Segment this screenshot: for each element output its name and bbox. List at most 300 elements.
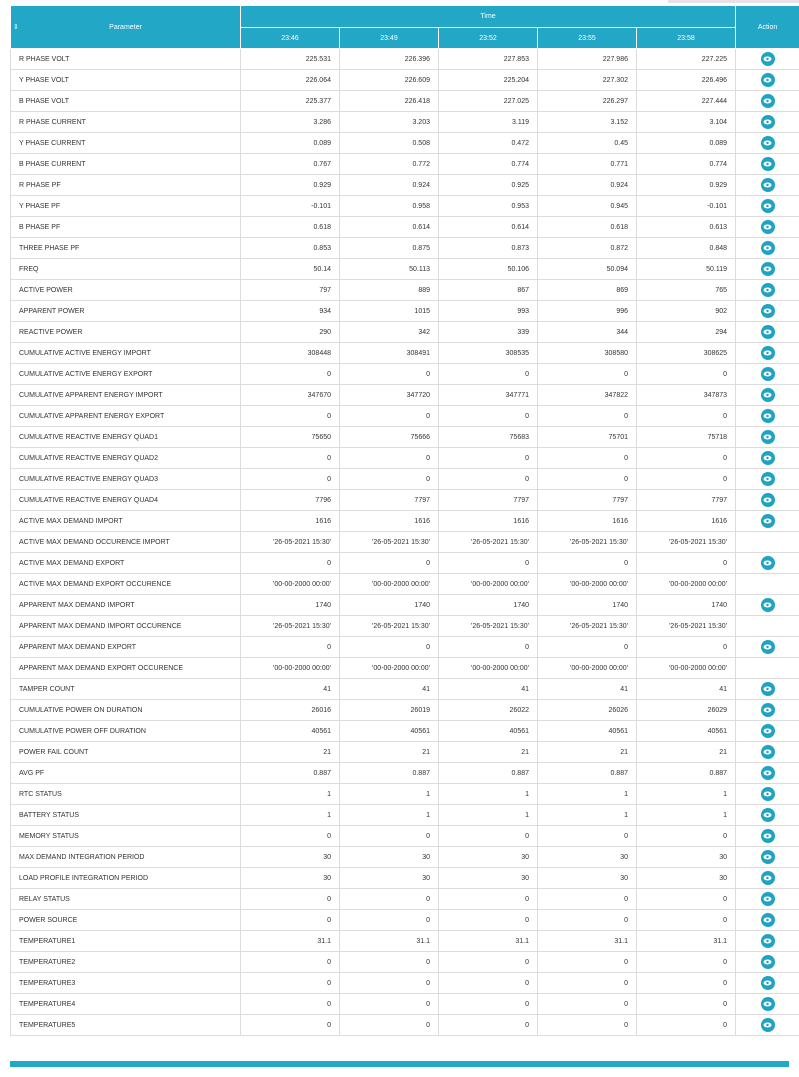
- value-cell: 1740: [340, 595, 439, 616]
- parameter-name: TEMPERATURE5: [11, 1015, 241, 1036]
- value-cell: 0.887: [439, 763, 538, 784]
- view-button[interactable]: [761, 808, 775, 822]
- value-cell: 1616: [439, 511, 538, 532]
- view-button[interactable]: [761, 451, 775, 465]
- action-cell: [736, 238, 799, 259]
- value-cell: 50.14: [241, 259, 340, 280]
- action-cell: [736, 952, 799, 973]
- view-button[interactable]: [761, 556, 775, 570]
- value-cell: '00-00-2000 00:00': [241, 574, 340, 595]
- value-cell: '00-00-2000 00:00': [637, 574, 736, 595]
- view-button[interactable]: [761, 52, 775, 66]
- value-cell: 227.225: [637, 49, 736, 70]
- value-cell: 0: [538, 406, 637, 427]
- view-button[interactable]: [761, 472, 775, 486]
- value-cell: 226.496: [637, 70, 736, 91]
- parameter-name: TAMPER COUNT: [11, 679, 241, 700]
- eye-icon: [763, 686, 772, 692]
- table-row: [11, 490, 799, 511]
- action-cell: [736, 175, 799, 196]
- parameter-header-label: Parameter: [109, 23, 142, 31]
- eye-icon: [763, 329, 772, 335]
- value-cell: 41: [538, 679, 637, 700]
- value-cell: 0: [538, 952, 637, 973]
- value-cell: '26-05-2021 15:30': [340, 616, 439, 637]
- time-header-2: 23:49: [340, 28, 439, 49]
- value-cell: 75701: [538, 427, 637, 448]
- parameter-name: CUMULATIVE POWER ON DURATION: [11, 700, 241, 721]
- value-cell: 0: [340, 1015, 439, 1036]
- view-button[interactable]: [761, 262, 775, 276]
- parameter-name: Y PHASE PF: [11, 196, 241, 217]
- view-button[interactable]: [761, 787, 775, 801]
- value-cell: 40561: [637, 721, 736, 742]
- action-cell: [736, 553, 799, 574]
- value-cell: 21: [538, 742, 637, 763]
- table-row: [11, 931, 799, 952]
- value-cell: '00-00-2000 00:00': [439, 574, 538, 595]
- value-cell: 0.887: [340, 763, 439, 784]
- value-cell: '26-05-2021 15:30': [241, 616, 340, 637]
- value-cell: 0.925: [439, 175, 538, 196]
- table-row: [11, 1015, 799, 1036]
- value-cell: 0: [637, 637, 736, 658]
- view-button[interactable]: [761, 157, 775, 171]
- value-cell: '00-00-2000 00:00': [637, 658, 736, 679]
- eye-icon: [763, 371, 772, 377]
- time-header-1: 23:46: [241, 28, 340, 49]
- parameter-name: MAX DEMAND INTEGRATION PERIOD: [11, 847, 241, 868]
- action-cell: [736, 469, 799, 490]
- value-cell: 7797: [538, 490, 637, 511]
- parameter-name: R PHASE CURRENT: [11, 112, 241, 133]
- eye-icon: [763, 707, 772, 713]
- table-row: [11, 175, 799, 196]
- value-cell: 0: [241, 910, 340, 931]
- view-button[interactable]: [761, 640, 775, 654]
- value-cell: 889: [340, 280, 439, 301]
- value-cell: 0.887: [637, 763, 736, 784]
- view-button[interactable]: [761, 304, 775, 318]
- value-cell: 0: [538, 1015, 637, 1036]
- value-cell: 0.772: [340, 154, 439, 175]
- value-cell: 226.418: [340, 91, 439, 112]
- view-button[interactable]: [761, 598, 775, 612]
- value-cell: 226.297: [538, 91, 637, 112]
- parameter-name: ACTIVE MAX DEMAND EXPORT OCCURENCE: [11, 574, 241, 595]
- value-cell: 347771: [439, 385, 538, 406]
- action-cell: [736, 658, 799, 679]
- eye-icon: [763, 1022, 772, 1028]
- value-cell: 26026: [538, 700, 637, 721]
- value-cell: '00-00-2000 00:00': [340, 658, 439, 679]
- value-cell: 21: [637, 742, 736, 763]
- value-cell: 0: [241, 637, 340, 658]
- value-cell: 0: [241, 994, 340, 1015]
- parameter-name: CUMULATIVE REACTIVE ENERGY QUAD4: [11, 490, 241, 511]
- table-row: [11, 196, 799, 217]
- value-cell: 1: [241, 805, 340, 826]
- value-cell: 0: [538, 553, 637, 574]
- table-row: [11, 49, 799, 70]
- parameter-name: TEMPERATURE2: [11, 952, 241, 973]
- value-cell: 1: [241, 784, 340, 805]
- parameter-name: TEMPERATURE3: [11, 973, 241, 994]
- time-header-3: 23:52: [439, 28, 538, 49]
- value-cell: 0: [439, 910, 538, 931]
- value-cell: 41: [241, 679, 340, 700]
- value-cell: 26019: [340, 700, 439, 721]
- value-cell: 0.767: [241, 154, 340, 175]
- value-cell: 50.113: [340, 259, 439, 280]
- parameter-name: THREE PHASE PF: [11, 238, 241, 259]
- value-cell: 0.875: [340, 238, 439, 259]
- value-cell: 1: [637, 805, 736, 826]
- parameter-time-table: [10, 5, 799, 1036]
- parameter-name: CUMULATIVE REACTIVE ENERGY QUAD3: [11, 469, 241, 490]
- value-cell: 0: [340, 910, 439, 931]
- action-cell: [736, 574, 799, 595]
- value-cell: 0: [241, 952, 340, 973]
- view-button[interactable]: [761, 829, 775, 843]
- value-cell: 3.104: [637, 112, 736, 133]
- view-button[interactable]: [761, 136, 775, 150]
- value-cell: 1: [439, 805, 538, 826]
- action-cell: [736, 70, 799, 91]
- value-cell: 869: [538, 280, 637, 301]
- view-button[interactable]: [761, 283, 775, 297]
- parameter-column-header[interactable]: [11, 6, 241, 49]
- view-button[interactable]: [761, 934, 775, 948]
- value-cell: 7797: [340, 490, 439, 511]
- parameter-name: CUMULATIVE APPARENT ENERGY EXPORT: [11, 406, 241, 427]
- action-cell: [736, 91, 799, 112]
- view-button[interactable]: [761, 346, 775, 360]
- value-cell: 0.614: [439, 217, 538, 238]
- time-column-header: Time: [241, 6, 736, 28]
- value-cell: 0: [637, 826, 736, 847]
- eye-icon: [763, 413, 772, 419]
- table-row: [11, 679, 799, 700]
- value-cell: 30: [439, 868, 538, 889]
- table-row: [11, 112, 799, 133]
- value-cell: 1740: [637, 595, 736, 616]
- value-cell: 30: [241, 847, 340, 868]
- view-button[interactable]: [761, 493, 775, 507]
- action-cell: [736, 511, 799, 532]
- table-row: [11, 826, 799, 847]
- eye-icon: [763, 245, 772, 251]
- value-cell: 0: [340, 994, 439, 1015]
- eye-icon: [763, 119, 772, 125]
- view-button[interactable]: [761, 724, 775, 738]
- value-cell: 0: [637, 448, 736, 469]
- action-cell: [736, 196, 799, 217]
- value-cell: 227.444: [637, 91, 736, 112]
- view-button[interactable]: [761, 976, 775, 990]
- value-cell: 1: [439, 784, 538, 805]
- action-cell: [736, 784, 799, 805]
- view-button[interactable]: [761, 682, 775, 696]
- parameter-name: RELAY STATUS: [11, 889, 241, 910]
- eye-icon: [763, 749, 772, 755]
- action-cell: [736, 931, 799, 952]
- action-cell: [736, 805, 799, 826]
- value-cell: 0.618: [538, 217, 637, 238]
- value-cell: 0: [538, 973, 637, 994]
- view-button[interactable]: [761, 178, 775, 192]
- value-cell: 0.929: [637, 175, 736, 196]
- view-button[interactable]: [761, 955, 775, 969]
- table-body: [11, 49, 799, 1036]
- parameter-name: REACTIVE POWER: [11, 322, 241, 343]
- value-cell: 1: [538, 805, 637, 826]
- table-row: [11, 973, 799, 994]
- value-cell: 225.204: [439, 70, 538, 91]
- value-cell: 0: [637, 973, 736, 994]
- table-row: [11, 847, 799, 868]
- eye-icon: [763, 98, 772, 104]
- value-cell: 0: [340, 553, 439, 574]
- value-cell: 0.958: [340, 196, 439, 217]
- parameter-name: R PHASE PF: [11, 175, 241, 196]
- value-cell: 0: [340, 364, 439, 385]
- eye-icon: [763, 518, 772, 524]
- action-cell: [736, 973, 799, 994]
- table-row: [11, 301, 799, 322]
- sort-icon[interactable]: ⇕: [13, 24, 19, 31]
- value-cell: 26016: [241, 700, 340, 721]
- eye-icon: [763, 959, 772, 965]
- view-button[interactable]: [761, 997, 775, 1011]
- view-button[interactable]: [761, 94, 775, 108]
- value-cell: -0.101: [637, 196, 736, 217]
- eye-icon: [763, 602, 772, 608]
- value-cell: '26-05-2021 15:30': [637, 532, 736, 553]
- value-cell: 30: [439, 847, 538, 868]
- value-cell: 0: [538, 637, 637, 658]
- value-cell: 3.152: [538, 112, 637, 133]
- value-cell: 0.872: [538, 238, 637, 259]
- value-cell: 0: [637, 1015, 736, 1036]
- table-row: [11, 952, 799, 973]
- value-cell: 7797: [439, 490, 538, 511]
- parameter-name: POWER SOURCE: [11, 910, 241, 931]
- value-cell: 0.472: [439, 133, 538, 154]
- value-cell: 347822: [538, 385, 637, 406]
- view-button[interactable]: [761, 199, 775, 213]
- value-cell: 226.064: [241, 70, 340, 91]
- value-cell: 75650: [241, 427, 340, 448]
- parameter-name: CUMULATIVE POWER OFF DURATION: [11, 721, 241, 742]
- action-cell: [736, 490, 799, 511]
- view-button[interactable]: [761, 115, 775, 129]
- value-cell: 41: [439, 679, 538, 700]
- value-cell: 0: [538, 364, 637, 385]
- table-row: [11, 385, 799, 406]
- value-cell: 40561: [241, 721, 340, 742]
- eye-icon: [763, 308, 772, 314]
- table-row: [11, 280, 799, 301]
- view-button[interactable]: [761, 430, 775, 444]
- value-cell: 1015: [340, 301, 439, 322]
- parameter-name: Y PHASE CURRENT: [11, 133, 241, 154]
- action-cell: [736, 910, 799, 931]
- action-cell: [736, 49, 799, 70]
- table-row: [11, 637, 799, 658]
- value-cell: 0: [637, 364, 736, 385]
- value-cell: 308535: [439, 343, 538, 364]
- value-cell: 339: [439, 322, 538, 343]
- value-cell: 40561: [439, 721, 538, 742]
- action-cell: [736, 364, 799, 385]
- parameter-name: B PHASE VOLT: [11, 91, 241, 112]
- value-cell: 30: [340, 868, 439, 889]
- table-row: [11, 721, 799, 742]
- action-cell: [736, 763, 799, 784]
- view-button[interactable]: [761, 703, 775, 717]
- parameter-name: FREQ: [11, 259, 241, 280]
- value-cell: '26-05-2021 15:30': [538, 616, 637, 637]
- eye-icon: [763, 1001, 772, 1007]
- view-button[interactable]: [761, 766, 775, 780]
- parameter-name: CUMULATIVE ACTIVE ENERGY EXPORT: [11, 364, 241, 385]
- table-row: [11, 469, 799, 490]
- value-cell: 0.089: [637, 133, 736, 154]
- value-cell: 0.45: [538, 133, 637, 154]
- view-button[interactable]: [761, 73, 775, 87]
- view-button[interactable]: [761, 850, 775, 864]
- value-cell: 0.924: [340, 175, 439, 196]
- action-cell: [736, 700, 799, 721]
- value-cell: 996: [538, 301, 637, 322]
- action-cell: [736, 616, 799, 637]
- value-cell: 347670: [241, 385, 340, 406]
- value-cell: 0: [340, 406, 439, 427]
- value-cell: 0.508: [340, 133, 439, 154]
- value-cell: 0.853: [241, 238, 340, 259]
- value-cell: 31.1: [439, 931, 538, 952]
- view-button[interactable]: [761, 1018, 775, 1032]
- parameter-name: MEMORY STATUS: [11, 826, 241, 847]
- action-cell: [736, 217, 799, 238]
- parameter-name: APPARENT MAX DEMAND IMPORT: [11, 595, 241, 616]
- value-cell: 347720: [340, 385, 439, 406]
- parameter-name: R PHASE VOLT: [11, 49, 241, 70]
- table-row: [11, 994, 799, 1015]
- table-row: [11, 322, 799, 343]
- parameter-name: CUMULATIVE REACTIVE ENERGY QUAD2: [11, 448, 241, 469]
- value-cell: 0.774: [637, 154, 736, 175]
- parameter-name: ACTIVE MAX DEMAND OCCURENCE IMPORT: [11, 532, 241, 553]
- value-cell: 50.106: [439, 259, 538, 280]
- value-cell: 3.119: [439, 112, 538, 133]
- value-cell: 7796: [241, 490, 340, 511]
- action-cell: [736, 343, 799, 364]
- eye-icon: [763, 77, 772, 83]
- value-cell: 0: [439, 406, 538, 427]
- value-cell: 0: [538, 448, 637, 469]
- value-cell: 1: [538, 784, 637, 805]
- action-cell: [736, 301, 799, 322]
- value-cell: 30: [538, 868, 637, 889]
- table-row: [11, 154, 799, 175]
- view-button[interactable]: [761, 514, 775, 528]
- action-cell: [736, 742, 799, 763]
- table-row: [11, 868, 799, 889]
- action-cell: [736, 1015, 799, 1036]
- value-cell: 344: [538, 322, 637, 343]
- parameter-name: AVG PF: [11, 763, 241, 784]
- value-cell: 225.531: [241, 49, 340, 70]
- value-cell: 31.1: [637, 931, 736, 952]
- view-button[interactable]: [761, 913, 775, 927]
- value-cell: 0: [241, 889, 340, 910]
- eye-icon: [763, 560, 772, 566]
- eye-icon: [763, 854, 772, 860]
- parameter-name: Y PHASE VOLT: [11, 70, 241, 91]
- parameter-name: B PHASE CURRENT: [11, 154, 241, 175]
- eye-icon: [763, 476, 772, 482]
- eye-icon: [763, 644, 772, 650]
- parameter-name: ACTIVE MAX DEMAND IMPORT: [11, 511, 241, 532]
- value-cell: 0: [340, 826, 439, 847]
- parameter-name: APPARENT POWER: [11, 301, 241, 322]
- parameter-name: CUMULATIVE REACTIVE ENERGY QUAD1: [11, 427, 241, 448]
- eye-icon: [763, 203, 772, 209]
- value-cell: 1740: [241, 595, 340, 616]
- table-row: [11, 70, 799, 91]
- parameter-name: B PHASE PF: [11, 217, 241, 238]
- view-button[interactable]: [761, 871, 775, 885]
- view-button[interactable]: [761, 388, 775, 402]
- value-cell: 0.774: [439, 154, 538, 175]
- action-cell: [736, 721, 799, 742]
- value-cell: 227.025: [439, 91, 538, 112]
- value-cell: 30: [538, 847, 637, 868]
- view-button[interactable]: [761, 220, 775, 234]
- value-cell: 797: [241, 280, 340, 301]
- eye-icon: [763, 938, 772, 944]
- value-cell: 21: [241, 742, 340, 763]
- value-cell: 0: [340, 469, 439, 490]
- eye-icon: [763, 770, 772, 776]
- value-cell: -0.101: [241, 196, 340, 217]
- value-cell: 226.609: [340, 70, 439, 91]
- view-button[interactable]: [761, 367, 775, 381]
- value-cell: 0: [439, 826, 538, 847]
- value-cell: '00-00-2000 00:00': [439, 658, 538, 679]
- value-cell: 0: [637, 889, 736, 910]
- view-button[interactable]: [761, 745, 775, 759]
- table-row: [11, 910, 799, 931]
- value-cell: 294: [637, 322, 736, 343]
- time-header-5: 23:58: [637, 28, 736, 49]
- table-header: [11, 6, 799, 49]
- view-button[interactable]: [761, 325, 775, 339]
- view-button[interactable]: [761, 409, 775, 423]
- table-row: [11, 427, 799, 448]
- value-cell: 30: [637, 847, 736, 868]
- eye-icon: [763, 161, 772, 167]
- value-cell: 0: [538, 889, 637, 910]
- view-button[interactable]: [761, 892, 775, 906]
- parameter-name: APPARENT MAX DEMAND EXPORT: [11, 637, 241, 658]
- value-cell: 21: [439, 742, 538, 763]
- view-button[interactable]: [761, 241, 775, 255]
- value-cell: 0: [340, 889, 439, 910]
- eye-icon: [763, 896, 772, 902]
